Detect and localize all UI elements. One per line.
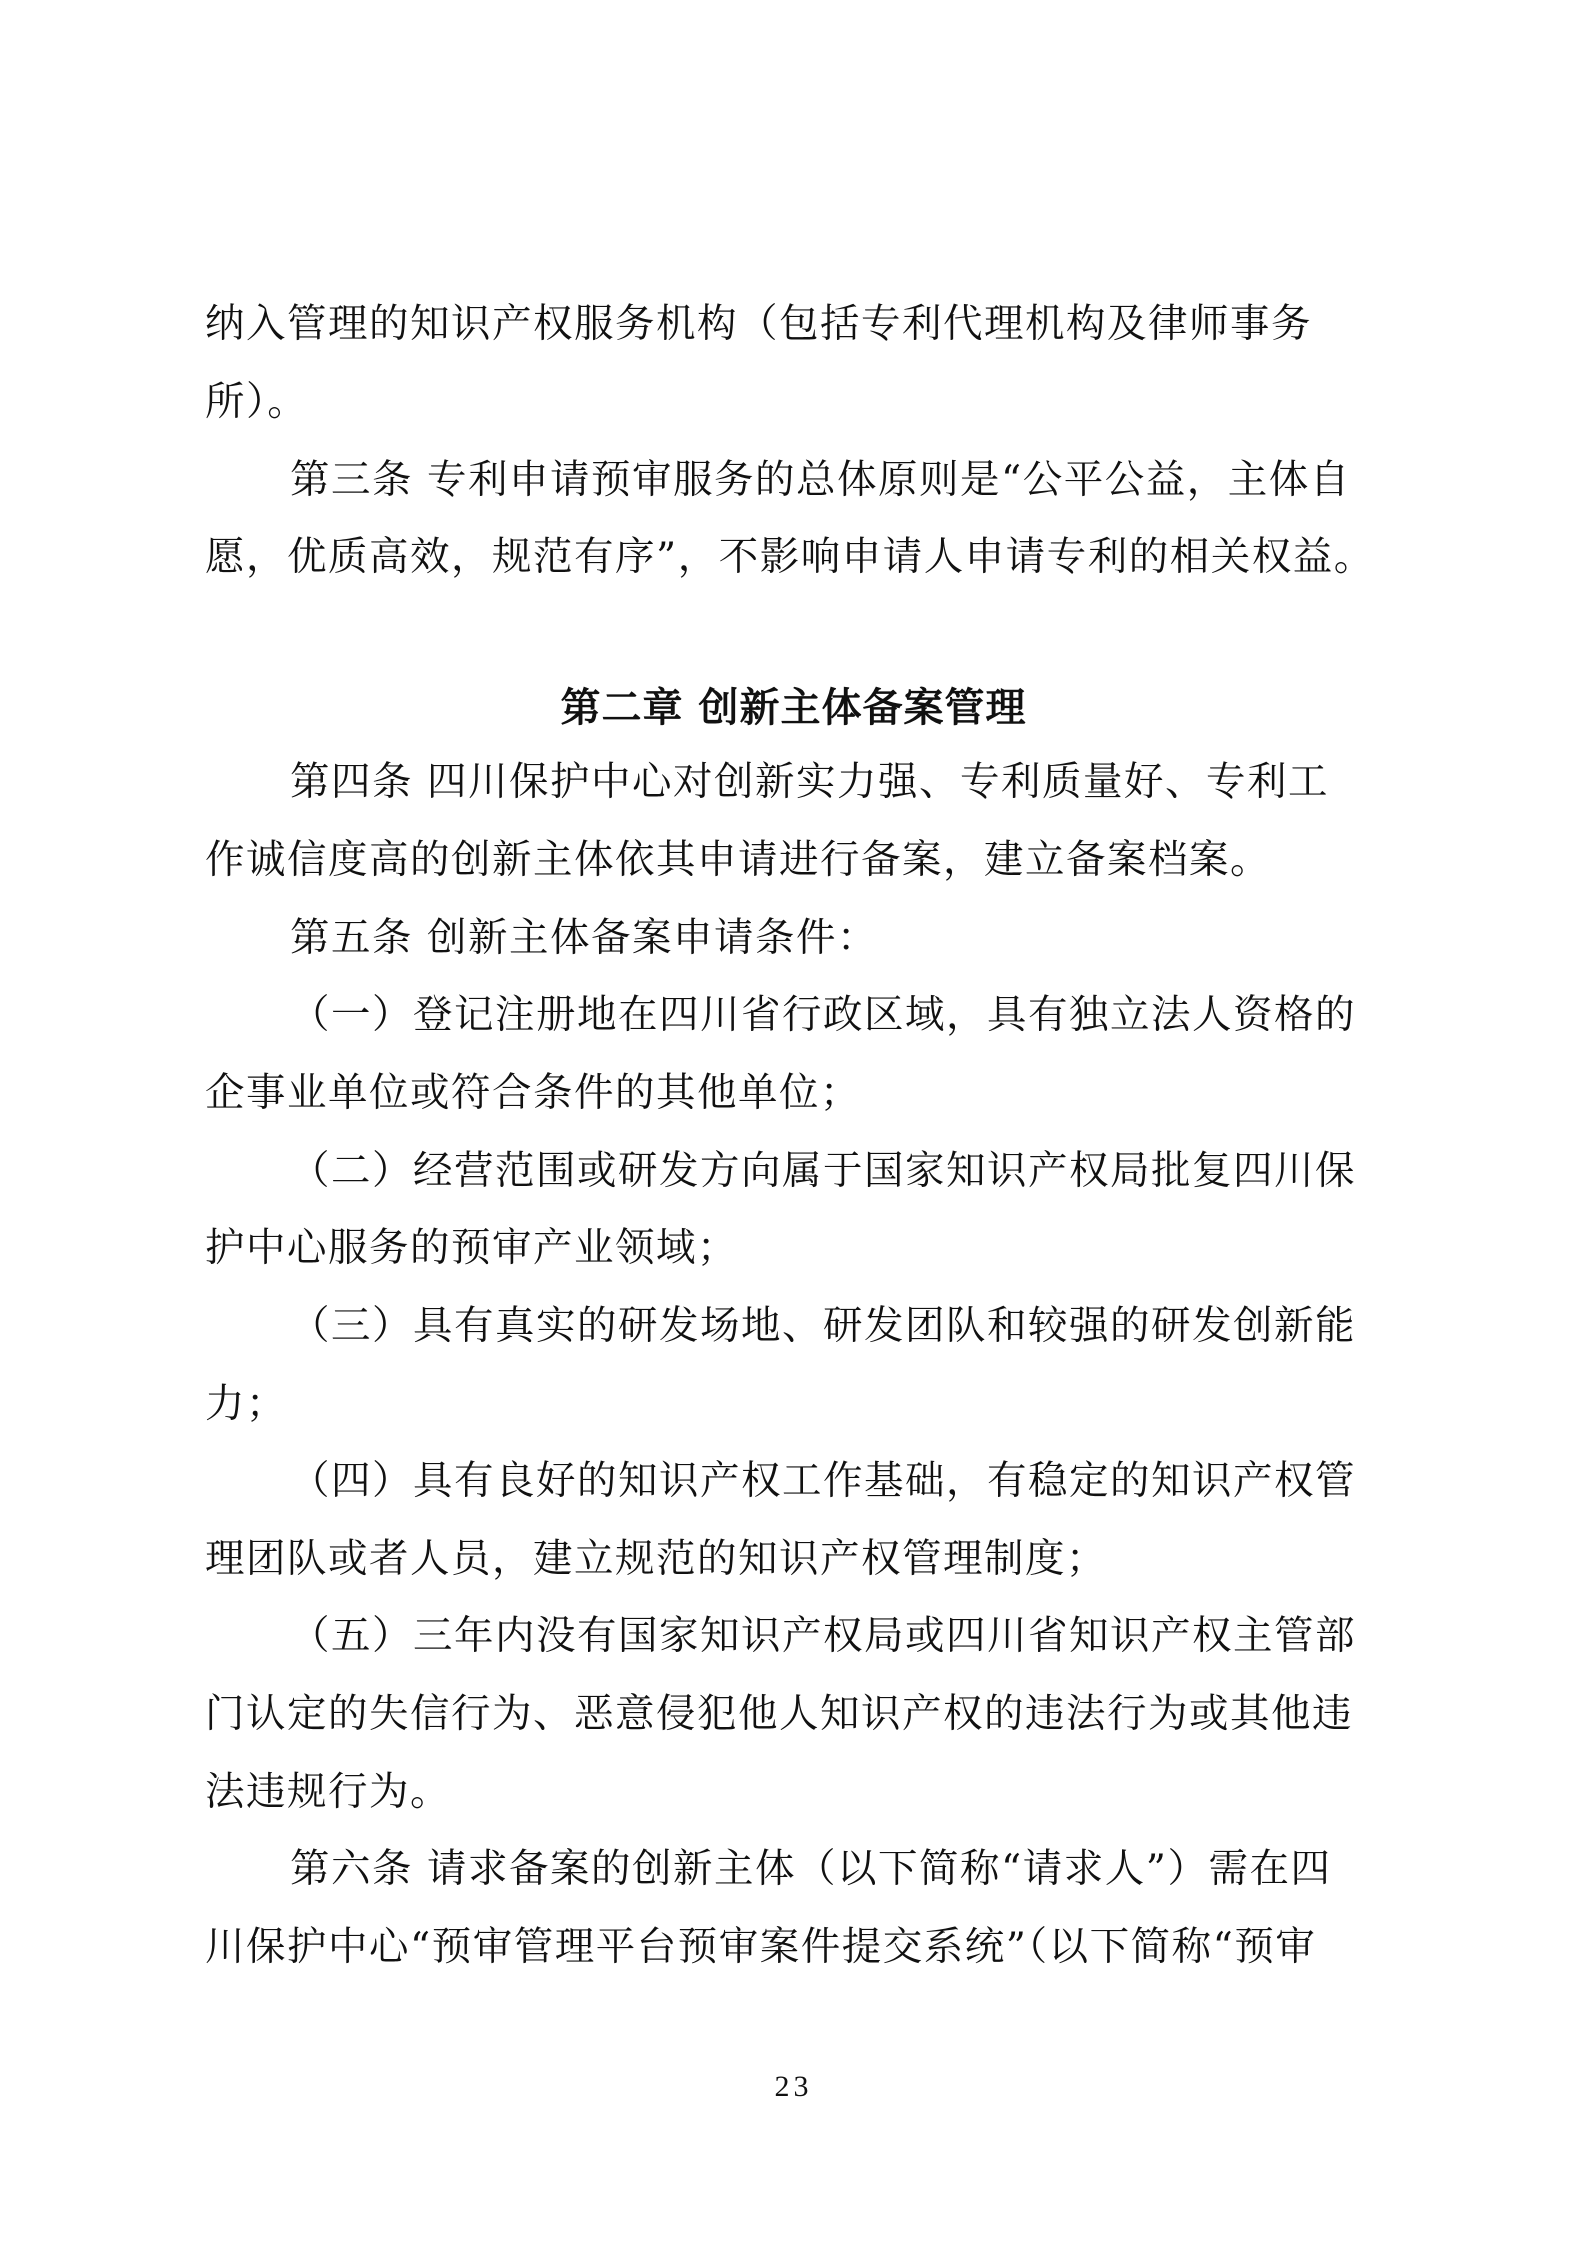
- text-line: 企事业单位或符合条件的其他单位；: [205, 1070, 861, 1116]
- text-line: 川保护中心“预审管理平台预审案件提交系统”（以下简称“预审: [205, 1924, 1317, 1970]
- text-line: 护中心服务的预审产业领域；: [205, 1225, 738, 1271]
- text-line: 纳入管理的知识产权服务机构（包括专利代理机构及律师事务: [205, 301, 1312, 347]
- text-line: 所）。: [205, 379, 309, 425]
- item-3-line: （三）具有真实的研发场地、研发团队和较强的研发创新能: [290, 1303, 1356, 1349]
- text-line: 作诚信度高的创新主体依其申请进行备案，建立备案档案。: [205, 837, 1271, 883]
- item-5-line: （五）三年内没有国家知识产权局或四川省知识产权主管部: [290, 1613, 1356, 1659]
- text-line: 理团队或者人员，建立规范的知识产权管理制度；: [205, 1536, 1107, 1582]
- article-3-line: 第三条 专利申请预审服务的总体原则是“公平公益，主体自: [290, 457, 1351, 503]
- item-2-line: （二）经营范围或研发方向属于国家知识产权局批复四川保: [290, 1148, 1356, 1194]
- text-line: 愿，优质高效，规范有序”，不影响申请人申请专利的相关权益。: [205, 534, 1375, 580]
- item-1-line: （一）登记注册地在四川省行政区域，具有独立法人资格的: [290, 992, 1356, 1038]
- text-line: 力；: [205, 1381, 287, 1427]
- chapter-heading: 第二章 创新主体备案管理: [560, 685, 1027, 731]
- article-5-line: 第五条 创新主体备案申请条件：: [290, 915, 879, 961]
- article-4-line: 第四条 四川保护中心对创新实力强、专利质量好、专利工: [290, 759, 1330, 805]
- text-line: 门认定的失信行为、恶意侵犯他人知识产权的违法行为或其他违: [205, 1691, 1353, 1737]
- article-6-line: 第六条 请求备案的创新主体（以下简称“请求人”）需在四: [290, 1846, 1332, 1892]
- text-line: 法违规行为。: [205, 1769, 451, 1815]
- item-4-line: （四）具有良好的知识产权工作基础，有稳定的知识产权管: [290, 1458, 1356, 1504]
- page-number: 23: [774, 2070, 813, 2103]
